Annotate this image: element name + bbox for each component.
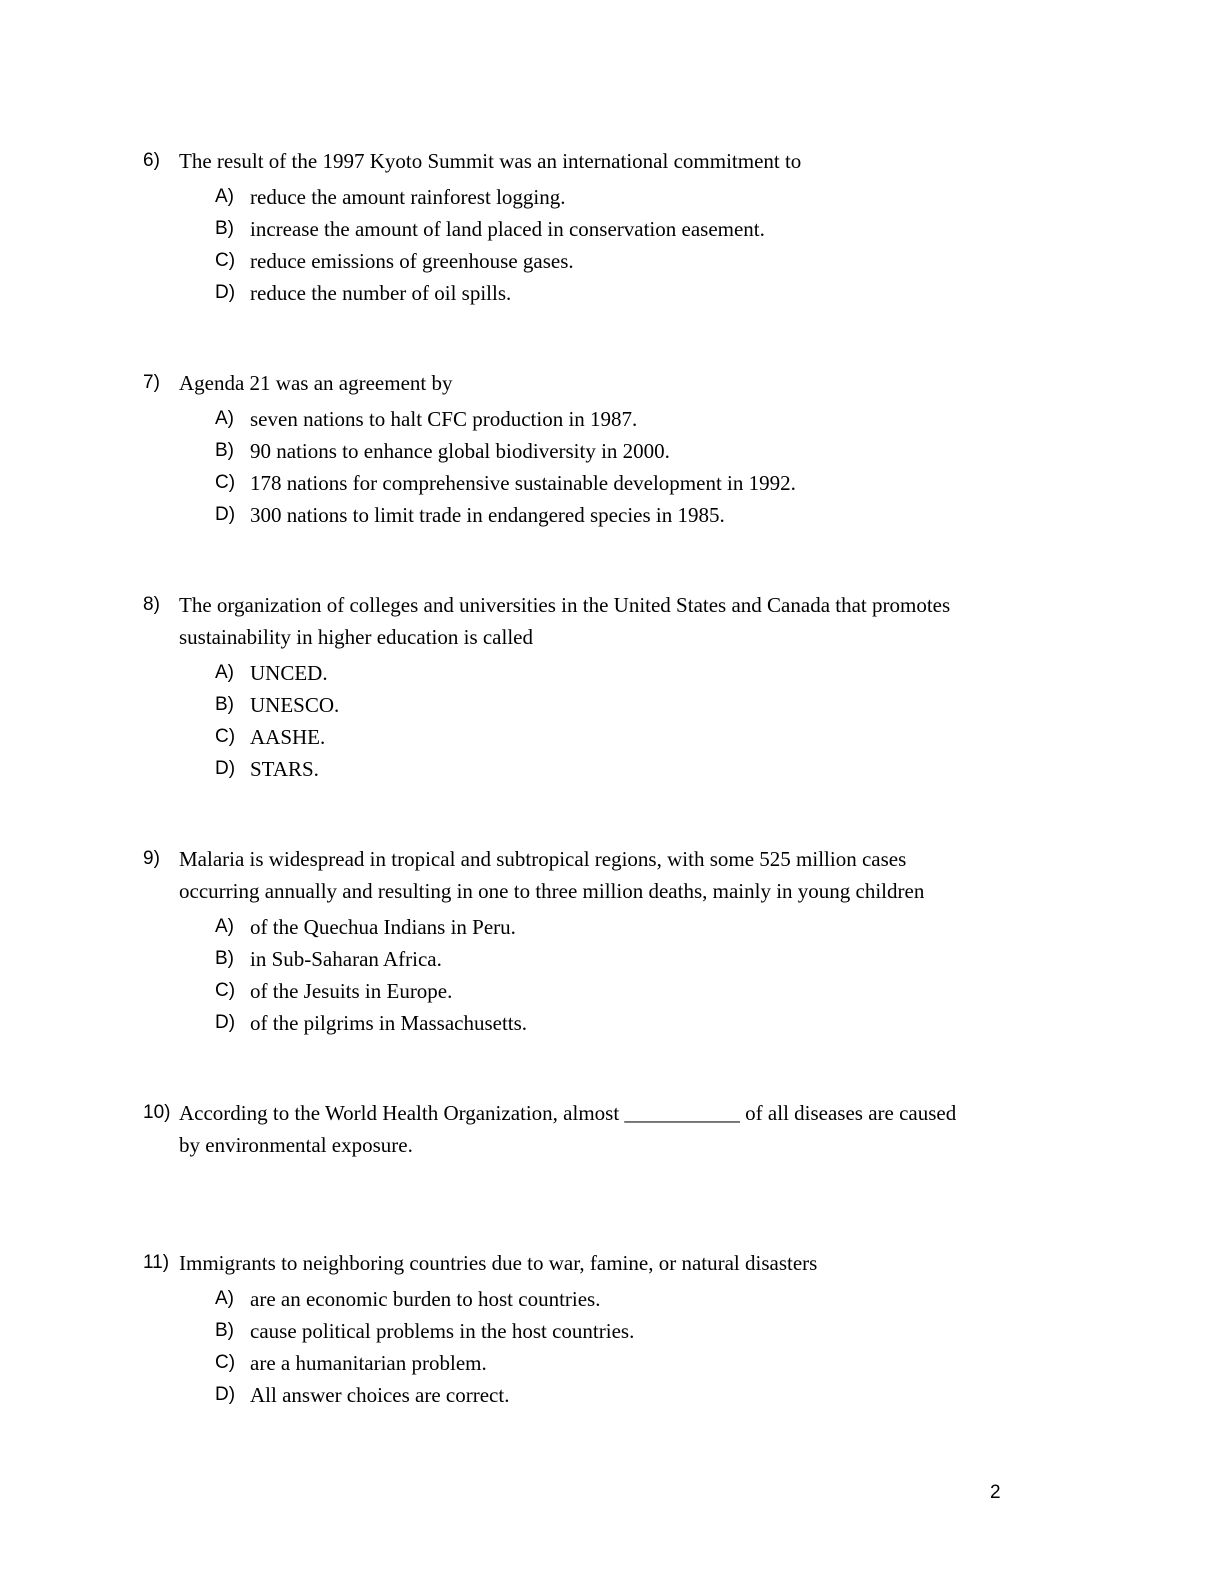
option-letter: B)	[215, 1320, 234, 1341]
question-text	[179, 843, 924, 907]
option-text: 178 nations for comprehensive sustainable development in 1992.	[250, 471, 796, 495]
option-text: cause political problems in the host countries.	[250, 1319, 635, 1343]
option-letter: A)	[215, 916, 234, 937]
option-letter: C)	[215, 1352, 236, 1373]
answer-option	[143, 467, 1103, 499]
question-number: 7)	[143, 372, 160, 393]
option-letter: C)	[215, 980, 236, 1001]
option-letter: A)	[215, 186, 234, 207]
option-text: All answer choices are correct.	[250, 1383, 510, 1407]
answer-option	[143, 1007, 1103, 1039]
question-head	[143, 367, 1103, 399]
answer-option	[143, 435, 1103, 467]
option-text: UNCED.	[250, 661, 328, 685]
question	[143, 145, 1103, 309]
question	[143, 843, 1103, 1039]
option-letter: A)	[215, 662, 234, 683]
answer-option	[143, 277, 1103, 309]
question-head	[143, 589, 1103, 653]
question-head	[143, 843, 1103, 907]
answer-options	[143, 911, 1103, 1039]
question-number: 10)	[143, 1102, 171, 1123]
answer-option	[143, 943, 1103, 975]
option-text: increase the amount of land placed in conservation easement.	[250, 217, 765, 241]
option-letter: B)	[215, 948, 234, 969]
option-text: STARS.	[250, 757, 319, 781]
option-letter: B)	[215, 440, 234, 461]
question-number: 6)	[143, 150, 160, 171]
option-letter: A)	[215, 1288, 234, 1309]
question-text	[179, 1097, 956, 1161]
option-letter: B)	[215, 218, 234, 239]
option-letter: D)	[215, 282, 236, 303]
option-text: UNESCO.	[250, 693, 340, 717]
page-number: 2	[990, 1482, 1001, 1503]
question	[143, 589, 1103, 785]
option-text: reduce the number of oil spills.	[250, 281, 512, 305]
option-letter: D)	[215, 1384, 236, 1405]
option-text: 90 nations to enhance global biodiversity in 2000.	[250, 439, 670, 463]
answer-option	[143, 975, 1103, 1007]
answer-option	[143, 213, 1103, 245]
option-text: are a humanitarian problem.	[250, 1351, 487, 1375]
answer-options	[143, 657, 1103, 785]
answer-options	[143, 1283, 1103, 1411]
option-text: of the Quechua Indians in Peru.	[250, 915, 516, 939]
quiz-questions	[143, 145, 1103, 1469]
question-text	[179, 367, 452, 399]
answer-option	[143, 499, 1103, 531]
option-text: of the Jesuits in Europe.	[250, 979, 453, 1003]
question-text-line: Malaria is widespread in tropical and subtropical regions, with some 525 million cases	[179, 847, 907, 871]
question-text-line: The result of the 1997 Kyoto Summit was an international commitment to	[179, 149, 802, 173]
option-letter: C)	[215, 472, 236, 493]
answer-option	[143, 403, 1103, 435]
answer-option	[143, 1315, 1103, 1347]
option-text: reduce the amount rainforest logging.	[250, 185, 566, 209]
option-text: in Sub-Saharan Africa.	[250, 947, 442, 971]
question-text	[179, 1247, 817, 1279]
question-text-line: occurring annually and resulting in one to three million deaths, mainly in young children	[179, 879, 925, 903]
option-letter: A)	[215, 408, 234, 429]
question-text-line: sustainability in higher education is called	[179, 625, 533, 649]
question-head	[143, 145, 1103, 177]
answer-option	[143, 1347, 1103, 1379]
answer-option	[143, 911, 1103, 943]
question	[143, 1097, 1103, 1161]
answer-option	[143, 753, 1103, 785]
option-text: seven nations to halt CFC production in 1987.	[250, 407, 638, 431]
answer-option	[143, 689, 1103, 721]
option-text: of the pilgrims in Massachusetts.	[250, 1011, 528, 1035]
option-letter: C)	[215, 726, 236, 747]
question-head	[143, 1247, 1103, 1279]
question-number: 9)	[143, 848, 160, 869]
option-letter: B)	[215, 694, 234, 715]
answer-option	[143, 1379, 1103, 1411]
option-letter: C)	[215, 250, 236, 271]
option-text: reduce emissions of greenhouse gases.	[250, 249, 574, 273]
question-text-line: Agenda 21 was an agreement by	[179, 371, 453, 395]
option-text: are an economic burden to host countries.	[250, 1287, 601, 1311]
answer-options	[143, 181, 1103, 309]
question-text-line: by environmental exposure.	[179, 1133, 413, 1157]
question-text-line: Immigrants to neighboring countries due to war, famine, or natural disasters	[179, 1251, 818, 1275]
question-text	[179, 589, 950, 653]
question	[143, 1247, 1103, 1411]
question-number: 11)	[143, 1252, 170, 1273]
answer-option	[143, 245, 1103, 277]
answer-option	[143, 657, 1103, 689]
option-text: AASHE.	[250, 725, 326, 749]
question-text-line: The organization of colleges and universities in the United States and Canada that promotes	[179, 593, 951, 617]
option-letter: D)	[215, 504, 236, 525]
question-text	[179, 145, 801, 177]
question-head	[143, 1097, 1103, 1161]
answer-option	[143, 1283, 1103, 1315]
option-letter: D)	[215, 1012, 236, 1033]
answer-options	[143, 403, 1103, 531]
answer-option	[143, 721, 1103, 753]
question-number: 8)	[143, 594, 160, 615]
question	[143, 367, 1103, 531]
option-text: 300 nations to limit trade in endangered species in 1985.	[250, 503, 725, 527]
option-letter: D)	[215, 758, 236, 779]
answer-option	[143, 181, 1103, 213]
question-text-line: According to the World Health Organization, almost ___________ of all diseases are caused	[179, 1101, 957, 1125]
